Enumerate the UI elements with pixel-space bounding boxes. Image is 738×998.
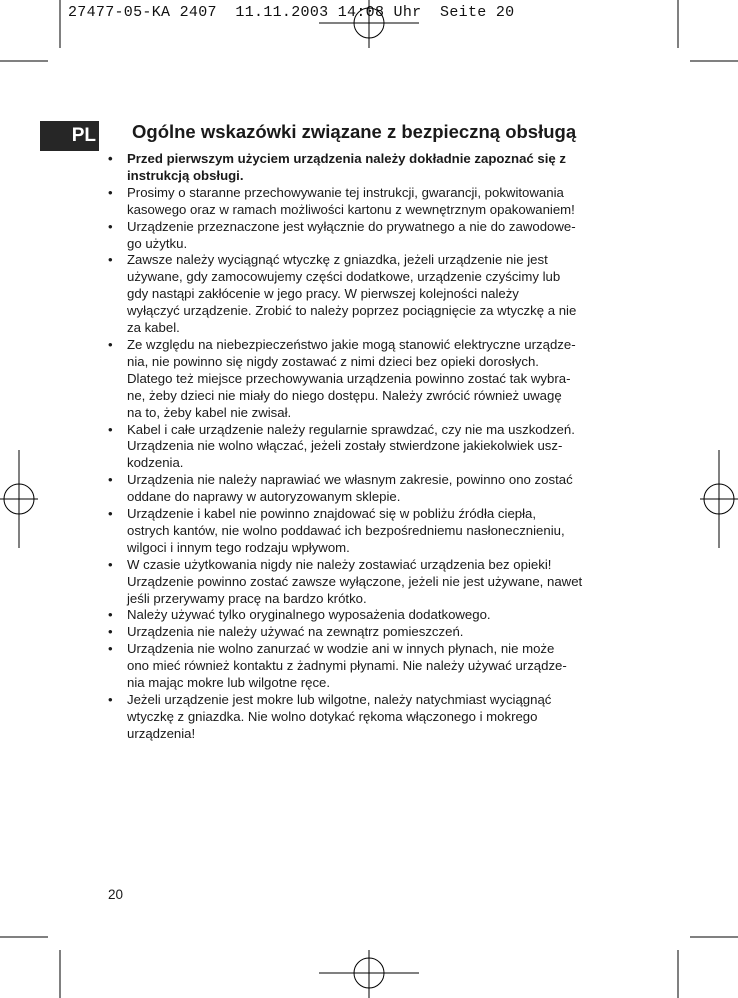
list-item-text-line: ne, żeby dzieci nie miały do niego dostępu. Należy zwrócić również uwagę — [127, 387, 562, 403]
list-item-text-line: za kabel. — [127, 320, 180, 336]
list-item-text-line: kodzenia. — [127, 455, 184, 471]
list-item — [108, 641, 638, 692]
list-item-text-line: Urządzenia nie należy naprawiać we własnym zakresie, powinno ono zostać — [127, 472, 573, 488]
list-item-text-line: nia mając mokre lub wilgotne ręce. — [127, 675, 331, 691]
list-item — [108, 151, 638, 185]
list-item — [108, 692, 638, 743]
list-item-text-line: Dlatego też miejsce przechowywania urządzenia powinno zostać tak wybra- — [127, 370, 571, 386]
list-item-text-line: Urządzenie i kabel nie powinno znajdować się w pobliżu źródła ciepła, — [127, 506, 537, 522]
list-item — [108, 557, 638, 608]
list-item-text-line: oddane do naprawy w autoryzowanym sklepie. — [127, 489, 401, 505]
bullet-icon: • — [108, 184, 113, 200]
list-item-text-line: Urządzenia nie wolno włączać, jeżeli zostały stwierdzone jakiekolwiek usz- — [127, 438, 563, 454]
registration-mark-left — [0, 450, 38, 548]
page-number: 20 — [108, 887, 124, 902]
list-item-text-line: na to, żeby kabel nie zwisał. — [127, 404, 292, 420]
list-item — [108, 472, 638, 506]
list-item — [108, 506, 638, 557]
list-item-text-line: jeśli przerywamy pracę na bardzo krótko. — [127, 590, 367, 606]
list-item-text-line: wtyczkę z gniazdka. Nie wolno dotykać rękoma włączonego i mokrego — [127, 708, 538, 724]
list-item-text-line: Urządzenia nie wolno zanurzać w wodzie ani w innych płynach, nie może — [127, 641, 555, 657]
bullet-icon: • — [108, 252, 113, 268]
bullet-icon: • — [108, 641, 113, 657]
list-item-text-line: ono mieć również kontaktu z żadnymi płynami. Nie należy używać urządze- — [127, 658, 567, 674]
registration-mark-bottom — [319, 950, 419, 998]
bullet-icon: • — [108, 421, 113, 437]
list-item — [108, 185, 638, 219]
list-item-text-line: nia, nie powinno się nigdy zostawać z nimi dzieci bez opieki dorosłych. — [127, 353, 539, 369]
safety-instructions-list — [108, 151, 638, 743]
list-item-text-line: urządzenia! — [127, 725, 196, 741]
list-item-text-line: Urządzenia nie należy używać na zewnątrz pomieszczeń. — [127, 624, 464, 640]
bullet-icon: • — [108, 624, 113, 640]
registration-mark-right — [700, 450, 738, 548]
list-item-text-line: kasowego oraz w ramach możliwości kartonu z wewnętrznym opakowaniem! — [127, 201, 575, 217]
list-item-text-line: Jeżeli urządzenie jest mokre lub wilgotne, należy natychmiast wyciągnąć — [127, 692, 552, 707]
list-item-text-line: Kabel i całe urządzenie należy regularnie sprawdzać, czy nie ma uszkodzeń. — [127, 421, 575, 437]
bullet-icon: • — [108, 218, 113, 234]
list-item-text-line: Urządzenie przeznaczone jest wyłącznie do prywatnego a nie do zawodowe- — [127, 218, 576, 234]
bullet-icon: • — [108, 151, 113, 166]
list-item-text-line: Prosimy o staranne przechowywanie tej instrukcji, gwarancji, pokwitowania — [127, 184, 564, 200]
registration-mark-top — [319, 0, 419, 48]
bullet-icon: • — [108, 692, 113, 707]
list-item — [108, 219, 638, 253]
section-title: Ogólne wskazówki związane z bezpieczną obsługą — [132, 121, 577, 142]
bullet-icon: • — [108, 556, 113, 572]
list-item-text-line: wyłączyć urządzenie. Zrobić to należy poprzez pociągnięcie za wtyczkę a nie — [127, 303, 577, 319]
list-item-text-line: go użytku. — [127, 235, 188, 251]
list-item — [108, 422, 638, 473]
bullet-icon: • — [108, 336, 113, 352]
bullet-icon: • — [108, 472, 113, 488]
list-item-text-line: Należy używać tylko oryginalnego wyposażenia dodatkowego. — [127, 607, 491, 623]
language-tab: PL — [40, 121, 99, 151]
list-item — [108, 337, 638, 422]
list-item-text-line: ostrych kantów, nie wolno poddawać ich bezpośredniemu nasłonecznieniu, — [127, 522, 565, 538]
list-item-text-line: instrukcją obsługi. — [127, 167, 244, 183]
printer-slug-line: 27477-05-KA 2407 11.11.2003 14:08 Uhr Seite 20 — [68, 4, 515, 21]
list-item-text-line: Zawsze należy wyciągnąć wtyczkę z gniazdka, jeżeli urządzenie nie jest — [127, 252, 548, 268]
list-item-text-line: W czasie użytkowania nigdy nie należy zostawiać urządzenia bez opieki! — [127, 556, 552, 572]
bullet-icon: • — [108, 607, 113, 623]
list-item-text-line: wilgoci i innym tego rodzaju wpływom. — [127, 539, 350, 555]
list-item-text-line: Przed pierwszym użyciem urządzenia należy dokładnie zapoznać się z — [127, 151, 566, 166]
list-item — [108, 624, 638, 641]
list-item-text-line: Ze względu na niebezpieczeństwo jakie mogą stanowić elektryczne urządze- — [127, 336, 576, 352]
list-item — [108, 607, 638, 624]
list-item-text-line: używane, gdy zamocowujemy części dodatkowe, urządzenie czyścimy lub — [127, 269, 561, 285]
list-item-text-line: Urządzenie powinno zostać zawsze wyłączone, jeżeli nie jest używane, nawet — [127, 573, 583, 589]
bullet-icon: • — [108, 506, 113, 522]
list-item-text-line: gdy nastąpi zakłócenie w jego pracy. W pierwszej kolejności należy — [127, 286, 519, 302]
list-item — [108, 252, 638, 337]
